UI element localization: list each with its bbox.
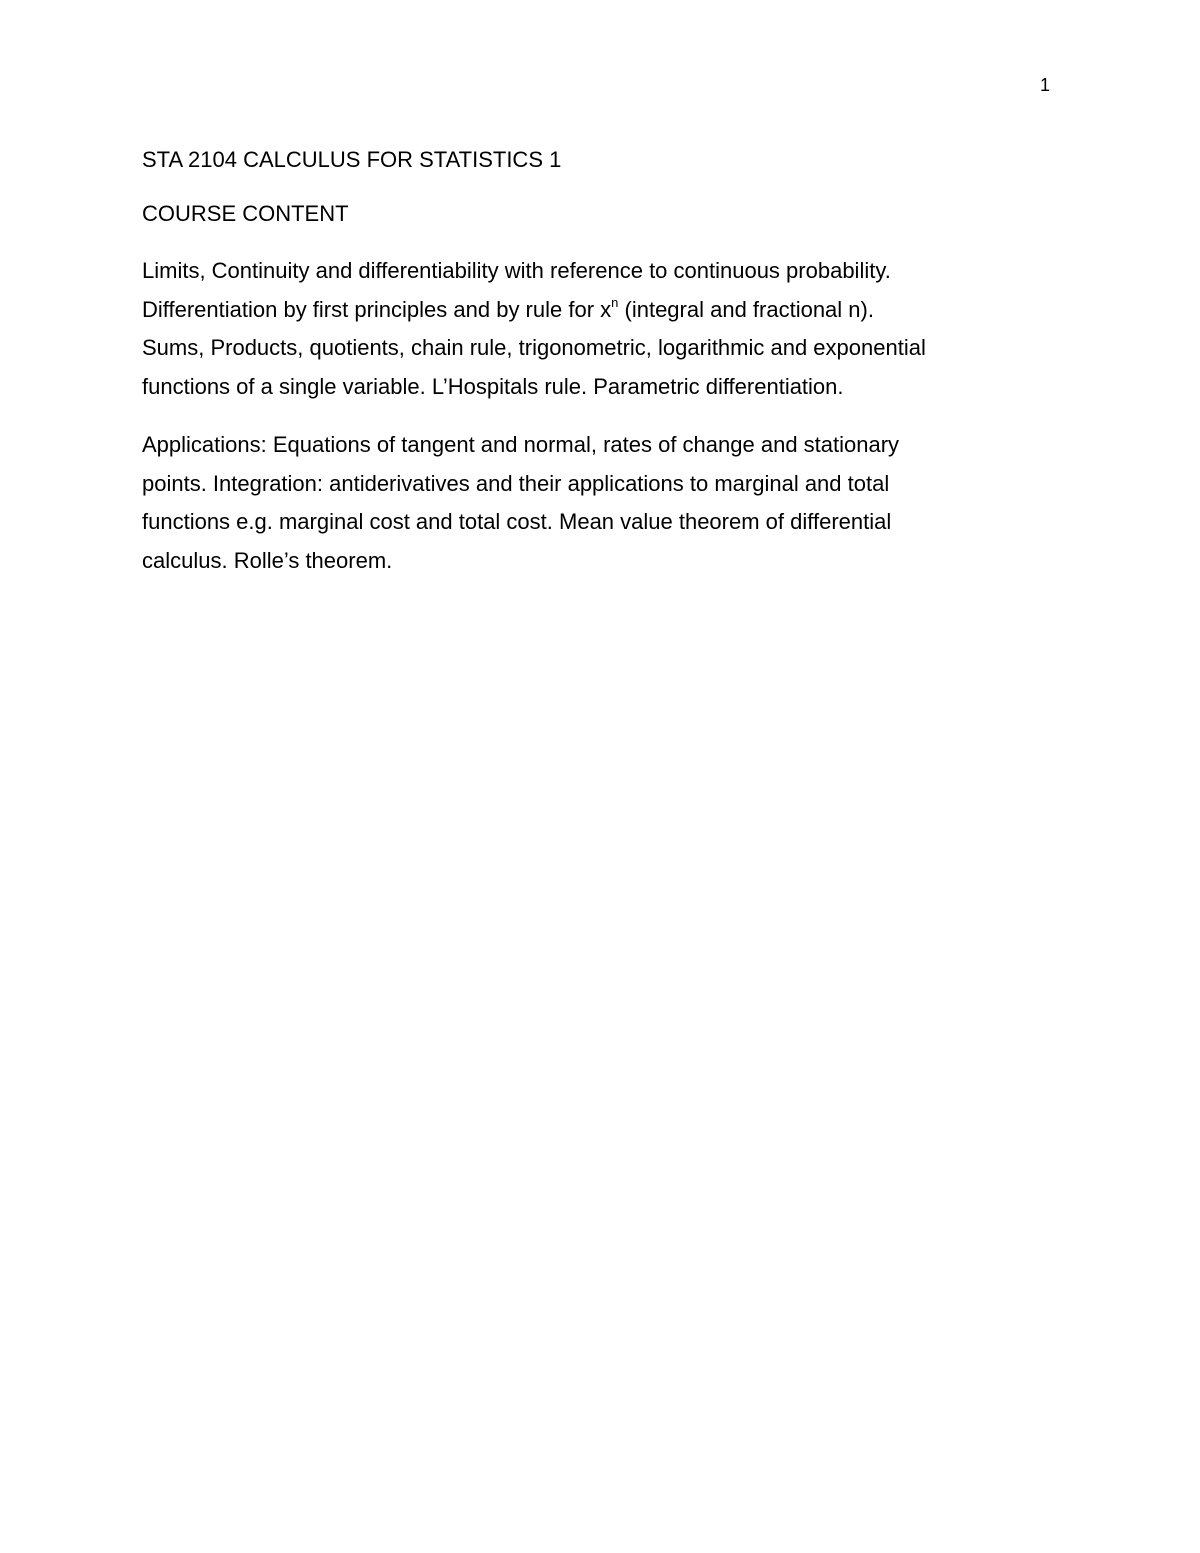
paragraph-line: calculus. Rolle’s theorem. xyxy=(142,547,393,573)
paragraph-line: points. Integration: antiderivatives and their applications to marginal and total xyxy=(142,470,890,496)
page-number: 1 xyxy=(1040,75,1051,95)
section-heading: COURSE CONTENT xyxy=(142,201,349,226)
document-body xyxy=(142,144,1072,600)
paragraph-line: Applications: Equations of tangent and normal, rates of change and stationary xyxy=(142,432,900,457)
paragraph-line: Sums, Products, quotients, chain rule, trigonometric, logarithmic and exponential xyxy=(142,335,926,360)
paragraph-line: functions of a single variable. L’Hospitals rule. Parametric differentiation. xyxy=(142,373,844,399)
paragraph-line xyxy=(142,291,1072,330)
superscript-n: n xyxy=(611,294,619,310)
content-paragraph-2 xyxy=(142,426,1072,580)
text-segment: Differentiation by first principles and by rule for x xyxy=(142,296,612,322)
content-paragraph-1 xyxy=(142,252,1072,406)
paragraph-line: Limits, Continuity and differentiability with reference to continuous probability. xyxy=(142,258,891,283)
course-title: STA 2104 CALCULUS FOR STATISTICS 1 xyxy=(142,147,562,172)
paragraph-line: functions e.g. marginal cost and total cost. Mean value theorem of differential xyxy=(142,509,892,534)
text-segment: (integral and fractional n). xyxy=(618,296,874,322)
